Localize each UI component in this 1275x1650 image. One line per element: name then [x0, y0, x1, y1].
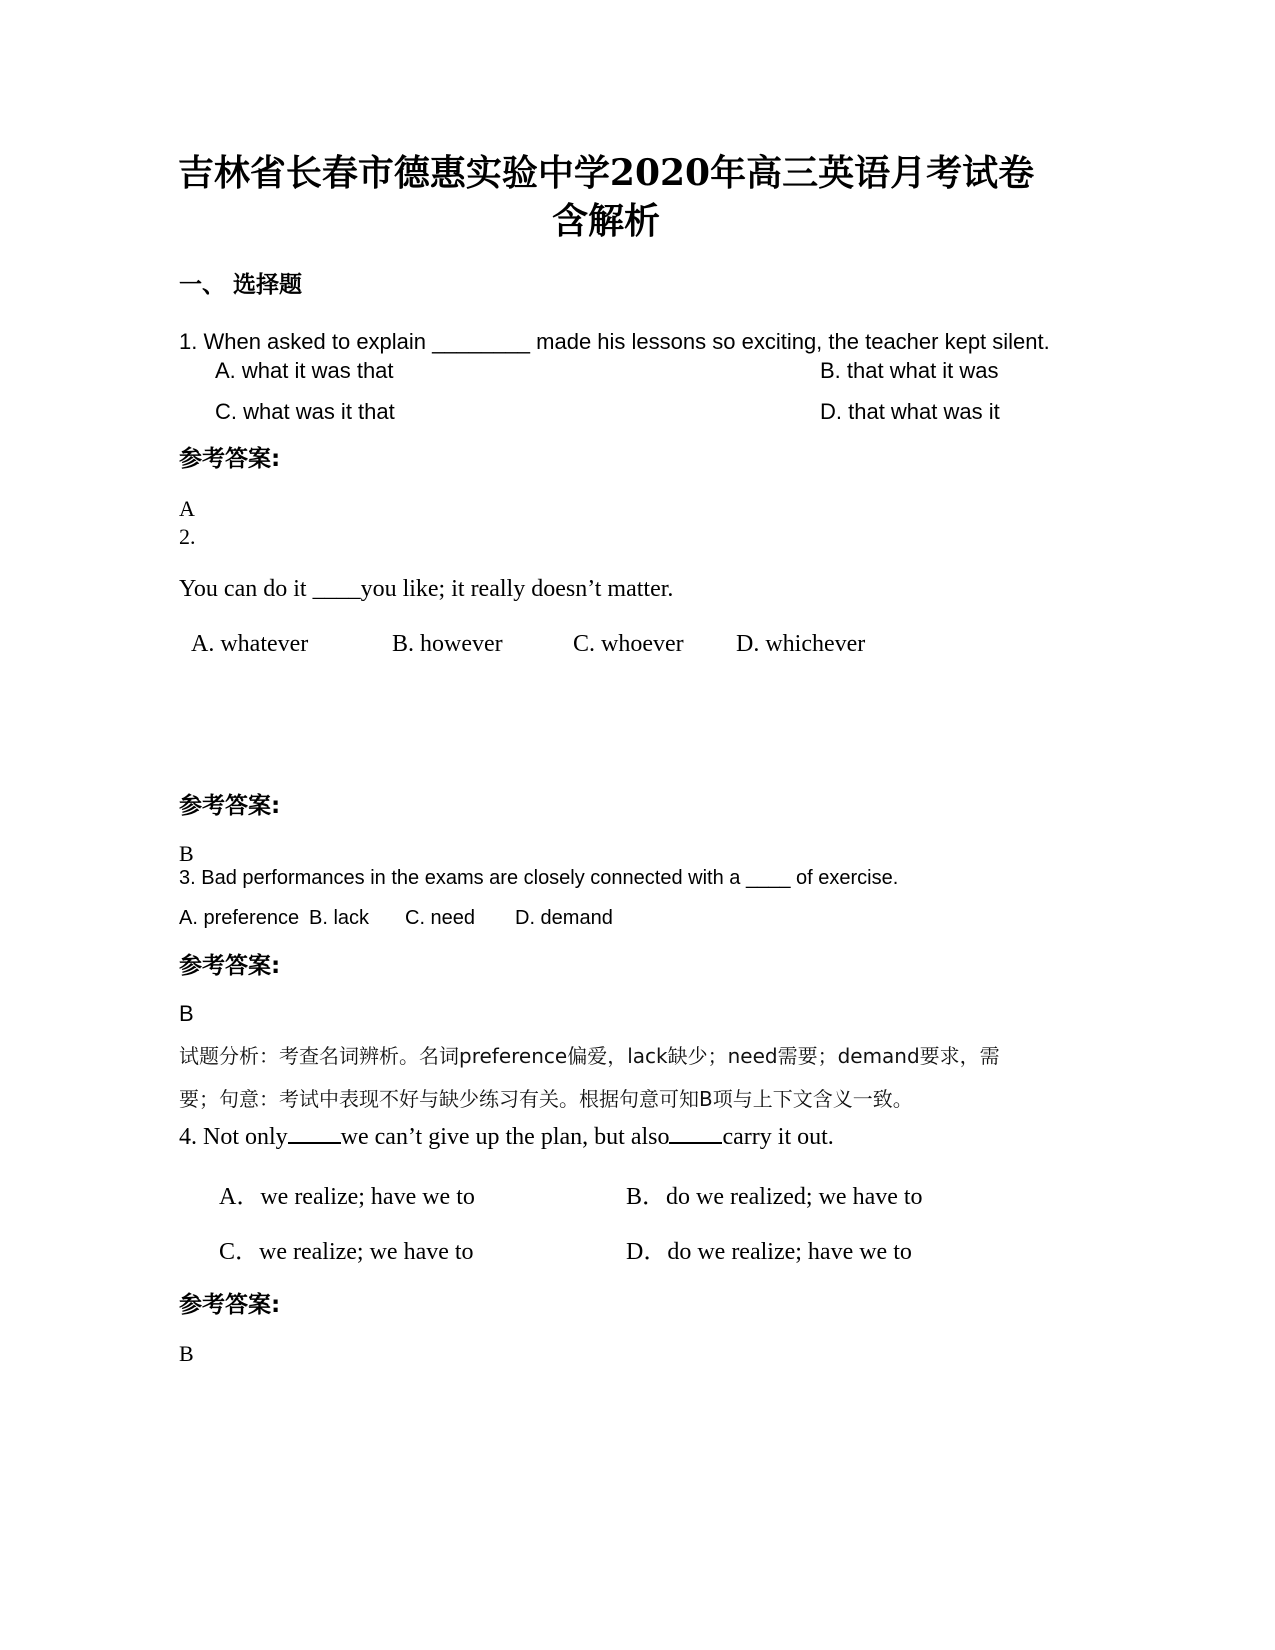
- q2-answer: B: [179, 841, 194, 866]
- q2-option-b: B. however: [392, 631, 503, 657]
- q2-option-c: C. whoever: [573, 631, 684, 657]
- q4-option-c: C．we realize; we have to: [219, 1239, 474, 1265]
- q3-stem: 3. Bad performances in the exams are closely connected with a ____ of exercise.: [179, 867, 899, 889]
- q4-option-a: A．we realize; have we to: [219, 1184, 475, 1210]
- q3-analysis-line2: 要；句意：考试中表现不好与缺少练习有关。根据句意可知B项与上下文含义一致。: [179, 1087, 913, 1111]
- q2-answer-label: 参考答案:: [179, 793, 281, 819]
- q3-option-b: B. lack: [309, 907, 370, 929]
- q3-option-a: A. preference: [179, 907, 300, 929]
- q1-answer: A: [179, 496, 195, 521]
- q4-stem-part1: 4. Not only: [179, 1124, 288, 1150]
- q4-blank-1: [288, 1124, 341, 1144]
- q4-blank-2: [669, 1124, 722, 1144]
- q4-stem-part3: carry it out.: [722, 1124, 834, 1150]
- q3-analysis-line1: 试题分析：考查名词辨析。名词preference偏爱，lack缺少；need需要；demand要求，需: [179, 1044, 1000, 1068]
- q1-option-d: D. that what was it: [820, 399, 1000, 424]
- page-title: 吉林省长春市德惠实验中学2020年高三英语月考试卷: [177, 152, 1035, 194]
- q4-stem-part2: we can’t give up the plan, but also: [340, 1124, 670, 1150]
- q3-answer-label: 参考答案:: [179, 953, 281, 979]
- q2-option-d: D. whichever: [736, 631, 866, 657]
- q3-answer: B: [179, 1001, 194, 1026]
- q4-answer: B: [179, 1341, 194, 1366]
- q4-answer-label: 参考答案:: [179, 1292, 281, 1318]
- q1-option-a: A. what it was that: [215, 358, 394, 383]
- q4-option-d: D．do we realize; have we to: [626, 1239, 912, 1265]
- q1-option-c: C. what was it that: [215, 399, 395, 424]
- q2-option-a: A. whatever: [191, 631, 309, 657]
- section-heading: 一、 选择题: [179, 272, 303, 298]
- q3-option-c: C. need: [405, 907, 476, 929]
- q4-stem: [179, 1124, 834, 1151]
- q1-option-b: B. that what it was: [820, 358, 999, 383]
- q1-stem: 1. When asked to explain ________ made his lessons so exciting, the teacher kept silent.: [179, 329, 1050, 354]
- q1-answer-label: 参考答案:: [179, 446, 281, 472]
- page-subtitle: 含解析: [551, 200, 660, 242]
- q2-stem: You can do it ____you like; it really doesn’t matter.: [179, 576, 674, 602]
- q4-option-b: B．do we realized; we have to: [626, 1184, 923, 1210]
- q2-number: 2.: [179, 524, 196, 549]
- q3-option-d: D. demand: [515, 907, 613, 929]
